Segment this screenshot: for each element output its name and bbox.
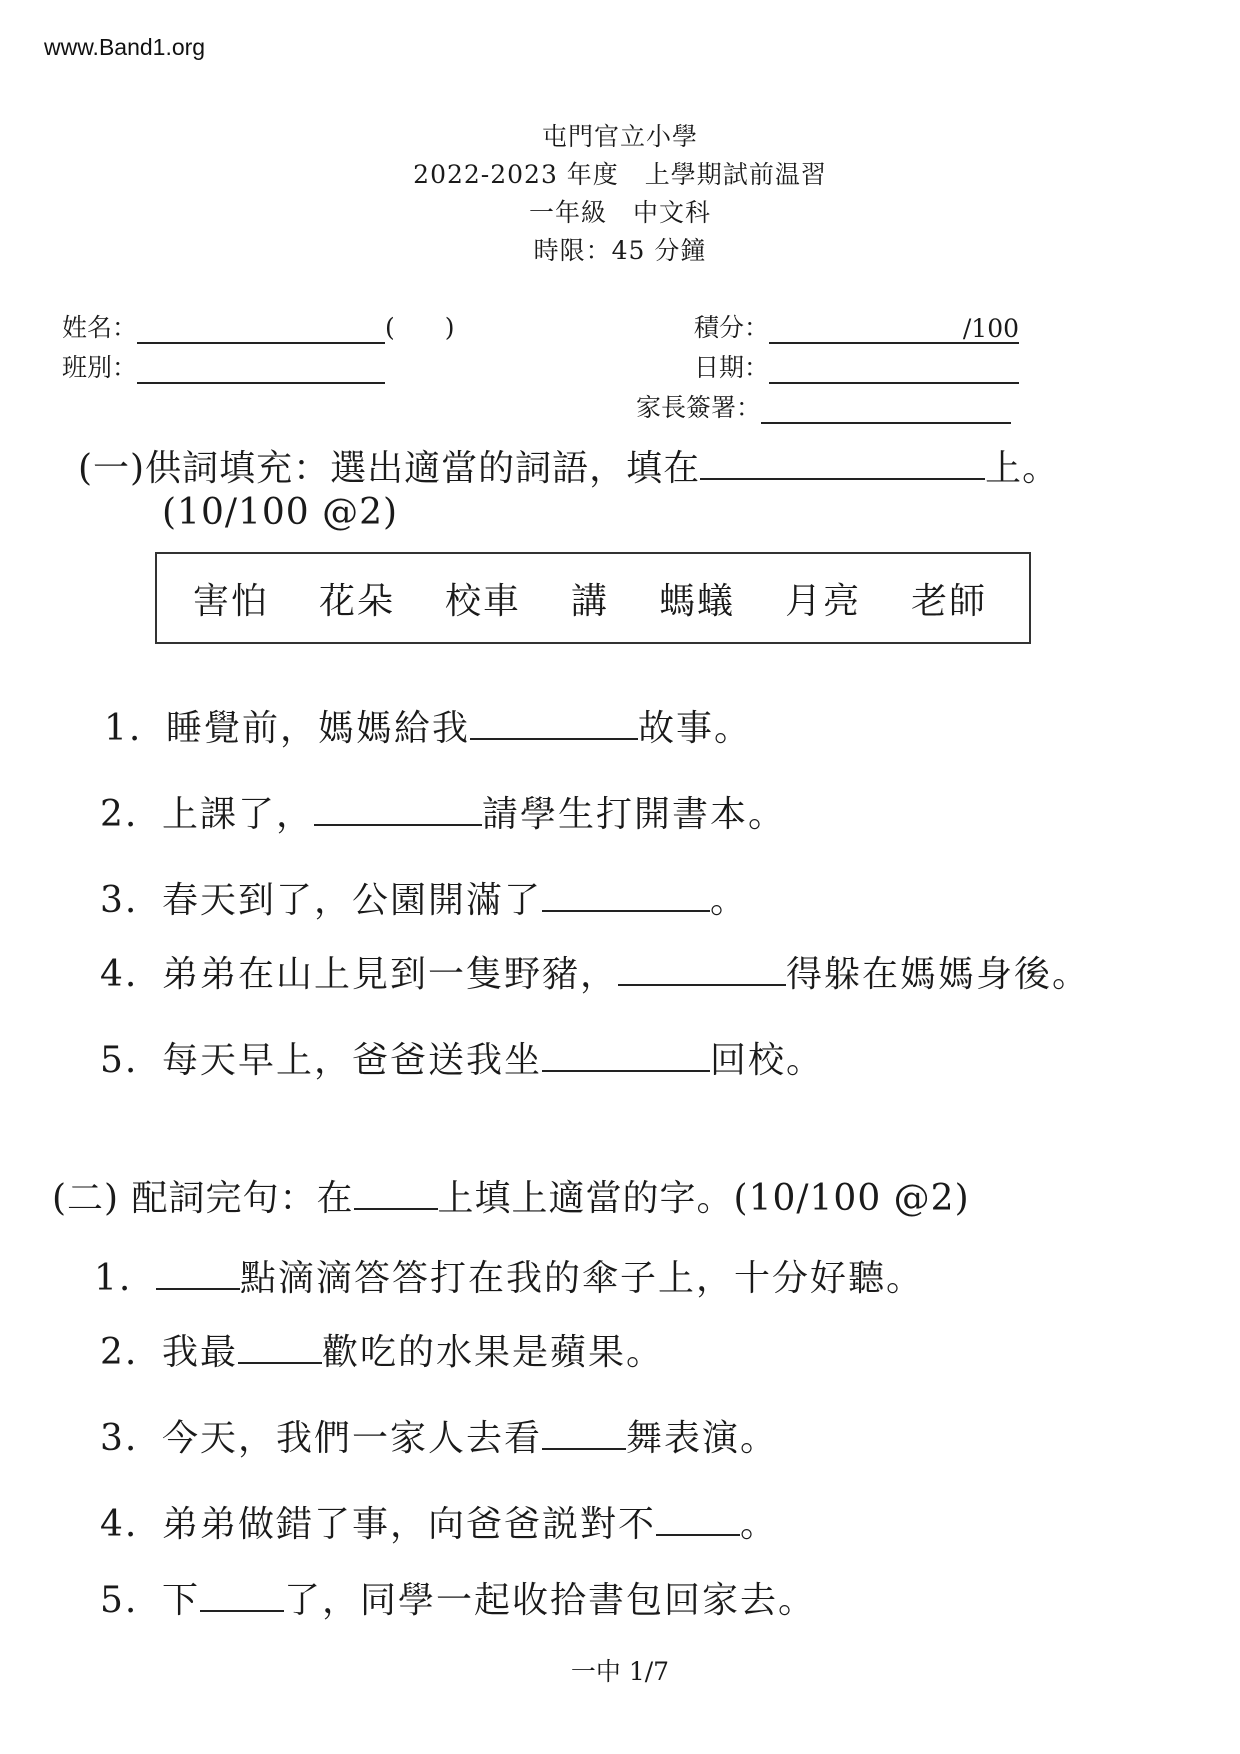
score-label: 積分：	[694, 313, 770, 342]
question-number: 4.	[100, 954, 139, 995]
question-number: 1.	[104, 708, 143, 749]
question-number: 5.	[100, 1580, 139, 1621]
section2-title-end: 上填上適當的字。(10/100 @2)	[437, 1178, 970, 1219]
question-text: 睡覺前，媽媽給我	[166, 708, 471, 749]
section1-question-2	[100, 786, 786, 837]
answer-blank[interactable]	[314, 794, 482, 826]
section2-question-3	[100, 1410, 778, 1461]
question-text: 回校。	[710, 1040, 825, 1081]
section1-title-text: (一)供詞填充：選出適當的詞語，填在	[78, 448, 701, 489]
name-field-row	[62, 308, 455, 344]
section1-question-3	[100, 872, 748, 923]
question-text: 弟弟在山上見到一隻野豬，	[162, 954, 619, 995]
sign-field-row	[636, 388, 1011, 424]
parent-sign-label: 家長簽署：	[636, 393, 762, 422]
class-label: 班別：	[62, 353, 138, 382]
question-number: 1.	[94, 1258, 133, 1299]
question-text: 舞表演。	[626, 1418, 779, 1459]
question-number: 2.	[100, 794, 139, 835]
answer-blank[interactable]	[238, 1332, 322, 1364]
sample-blank	[354, 1178, 438, 1210]
section1-title-end: 上。	[985, 448, 1060, 489]
answer-blank[interactable]	[656, 1504, 740, 1536]
score-field[interactable]	[769, 314, 1019, 344]
word-bank-item: 老師	[911, 580, 988, 622]
section2-question-2	[100, 1324, 664, 1375]
date-field[interactable]	[769, 354, 1019, 384]
question-text: 故事。	[638, 708, 753, 749]
word-bank-item: 花朵	[319, 580, 396, 622]
section1-question-5	[100, 1032, 824, 1083]
name-label: 姓名：	[62, 313, 138, 342]
watermark: www.Band1.org	[44, 34, 206, 60]
question-text: 得躲在媽媽身後。	[786, 954, 1091, 995]
word-bank-item: 螞蟻	[659, 580, 736, 622]
time-limit: 時限：45 分鐘	[533, 236, 707, 265]
answer-blank[interactable]	[618, 954, 786, 986]
class-number-paren: ( )	[385, 313, 455, 342]
score-total: /100	[962, 314, 1020, 343]
class-field[interactable]	[137, 354, 385, 384]
question-text: 歡吃的水果是蘋果。	[322, 1332, 665, 1373]
answer-blank[interactable]	[542, 1418, 626, 1450]
section2-question-4	[100, 1496, 778, 1547]
question-text: 了，同學一起收拾書包回家去。	[284, 1580, 817, 1621]
section2-question-1	[94, 1250, 924, 1301]
question-text: 。	[740, 1504, 779, 1545]
answer-blank[interactable]	[156, 1258, 240, 1290]
question-number: 3.	[100, 880, 139, 921]
answer-blank[interactable]	[470, 708, 638, 740]
section1-title	[78, 440, 1059, 491]
section1-question-4	[100, 946, 1090, 997]
page-footer: 一中 1/7	[570, 1657, 670, 1686]
question-text: 下	[162, 1580, 201, 1621]
question-text: 弟弟做錯了事，向爸爸説對不	[162, 1504, 657, 1545]
question-text: 每天早上，爸爸送我坐	[162, 1040, 543, 1081]
section2-title-text: (二) 配詞完句：在	[52, 1178, 354, 1219]
question-text: 我最	[162, 1332, 239, 1373]
word-bank-item: 講	[571, 580, 610, 622]
score-field-row	[694, 308, 1019, 344]
answer-blank[interactable]	[542, 1040, 710, 1072]
exam-term: 2022-2023 年度 上學期試前温習	[413, 160, 827, 189]
question-number: 3.	[100, 1418, 139, 1459]
grade-subject: 一年級 中文科	[528, 198, 711, 227]
question-text: 。	[710, 880, 749, 921]
section1-question-1	[104, 700, 752, 751]
question-number: 4.	[100, 1504, 139, 1545]
question-number: 2.	[100, 1332, 139, 1373]
word-bank-item: 校車	[445, 580, 522, 622]
parent-sign-field[interactable]	[761, 394, 1011, 424]
section1-marks: (10/100 @2)	[162, 492, 399, 533]
question-text: 請學生打開書本。	[482, 794, 787, 835]
question-number: 5.	[100, 1040, 139, 1081]
word-bank-item: 害怕	[193, 580, 270, 622]
exam-header	[0, 118, 1240, 270]
question-text: 今天，我們一家人去看	[162, 1418, 543, 1459]
name-field[interactable]	[137, 314, 385, 344]
answer-blank[interactable]	[200, 1580, 284, 1612]
word-bank-item: 月亮	[785, 580, 862, 622]
question-text: 上課了，	[162, 794, 315, 835]
section2-question-5	[100, 1572, 816, 1623]
class-field-row	[62, 348, 385, 384]
date-field-row	[694, 348, 1019, 384]
date-label: 日期：	[694, 353, 770, 382]
question-text: 春天到了，公園開滿了	[162, 880, 543, 921]
answer-blank[interactable]	[542, 880, 710, 912]
question-text: 點滴滴答答打在我的傘子上，十分好聽。	[240, 1258, 925, 1299]
sample-blank	[700, 448, 985, 480]
word-bank	[155, 552, 1031, 644]
section2-title	[52, 1170, 970, 1221]
school-name: 屯門官立小學	[541, 122, 698, 151]
